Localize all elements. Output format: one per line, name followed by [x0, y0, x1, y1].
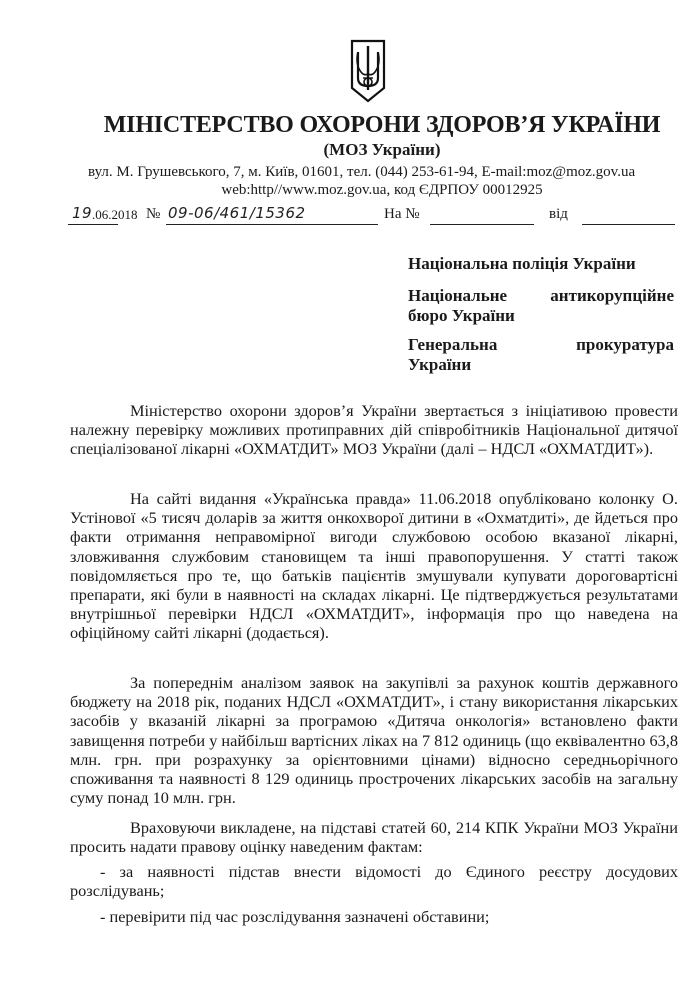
recipient-prosecutor-word1: Генеральна — [408, 335, 498, 354]
ministry-title: МІНІСТЕРСТВО ОХОРОНИ ЗДОРОВ’Я УКРАЇНИ — [103, 112, 661, 138]
from-label: від — [549, 206, 568, 222]
address-line: вул. М. Грушевського, 7, м. Київ, 01601, тел. (044) 253-61-94, E-mail:moz@moz.gov.ua — [88, 164, 636, 180]
recipient-nabu — [408, 286, 674, 326]
web-line: web:http//www.moz.gov.ua, код ЄДРПОУ 00012925 — [221, 182, 543, 198]
recipient-prosecutor — [408, 335, 674, 375]
coat-of-arms-emblem — [349, 38, 387, 104]
reply-label: На № — [384, 206, 420, 222]
recipient-nabu-line2: бюро України — [408, 306, 515, 325]
recipient-prosecutor-line2: України — [408, 355, 472, 374]
list-item-verify: - перевірити під час розслідування зазначені обставини; — [100, 907, 490, 926]
from-date-field — [582, 204, 675, 225]
number-handwritten: 09-06/461/15362 — [168, 204, 306, 222]
date-day-handwritten: 19 — [72, 204, 93, 222]
recipient-nabu-word1: Національне — [408, 286, 508, 305]
number-label: № — [146, 206, 161, 222]
recipient-prosecutor-word2: прокуратура — [576, 335, 674, 354]
paragraph-3: За попереднім аналізом заявок на закупівлі за рахунок коштів державного бюджету на 2018 рік, поданих НДСЛ «ОХМАТДИТ», і стану використання лікарських засобів у вказаній лікарні за програмою «Дитяча онкологія» встановлено факти завищення потреби у найбільш вартісних ліках на 7 812 одиниць (що еквівалентно 63,8 млн. грн. при розрахунку за орієнтовними цінами) відносно середньорічного споживання та наявності 8 129 одиниць прострочених лікарських засобів на загальну суму понад 10 млн. грн. — [70, 673, 678, 808]
recipient-nabu-word2: антикорупційне — [550, 286, 674, 305]
paragraph-2: На сайті видання «Українська правда» 11.06.2018 опубліковано колонку О. Устінової «5 тисяч доларів за життя онкохворої дитини в «Охматдиті», де йдеться про факти отримання неправомірної вигоди службовою особою вказаної лікарні, зловживання службовим становищем та інші правопорушення. У статті також повідомляється про те, що батьків пацієнтів змушували купувати дороговартісні препарати, які були в наявності на складах лікарні. Це підтверджується результатами внутрішньої перевірки НДСЛ «ОХМАТДИТ», інформація про що наведена на офіційному сайті лікарні (додається). — [70, 489, 678, 643]
ministry-abbreviation: (МОЗ України) — [323, 140, 441, 159]
date-printed: .06.2018 — [92, 207, 138, 222]
paragraph-1: Міністерство охорони здоров’я України звертається з ініціативою провести належну перевірку можливих протиправних дій співробітників Національної дитячої спеціалізованої лікарні «ОХМАТДИТ» МОЗ України (далі – НДСЛ «ОХМАТДИТ»). — [70, 401, 678, 459]
reply-number-field — [430, 204, 534, 225]
recipient-police: Національна поліція України — [408, 254, 636, 273]
list-item-register: - за наявності підстав внести відомості до Єдиного реєстру досудових розслідувань; — [70, 862, 678, 901]
reference-line — [68, 204, 678, 230]
paragraph-4: Враховуючи викладене, на підставі статей 60, 214 КПК України МОЗ України просить надати правову оцінку наведеним фактам: — [70, 818, 678, 857]
